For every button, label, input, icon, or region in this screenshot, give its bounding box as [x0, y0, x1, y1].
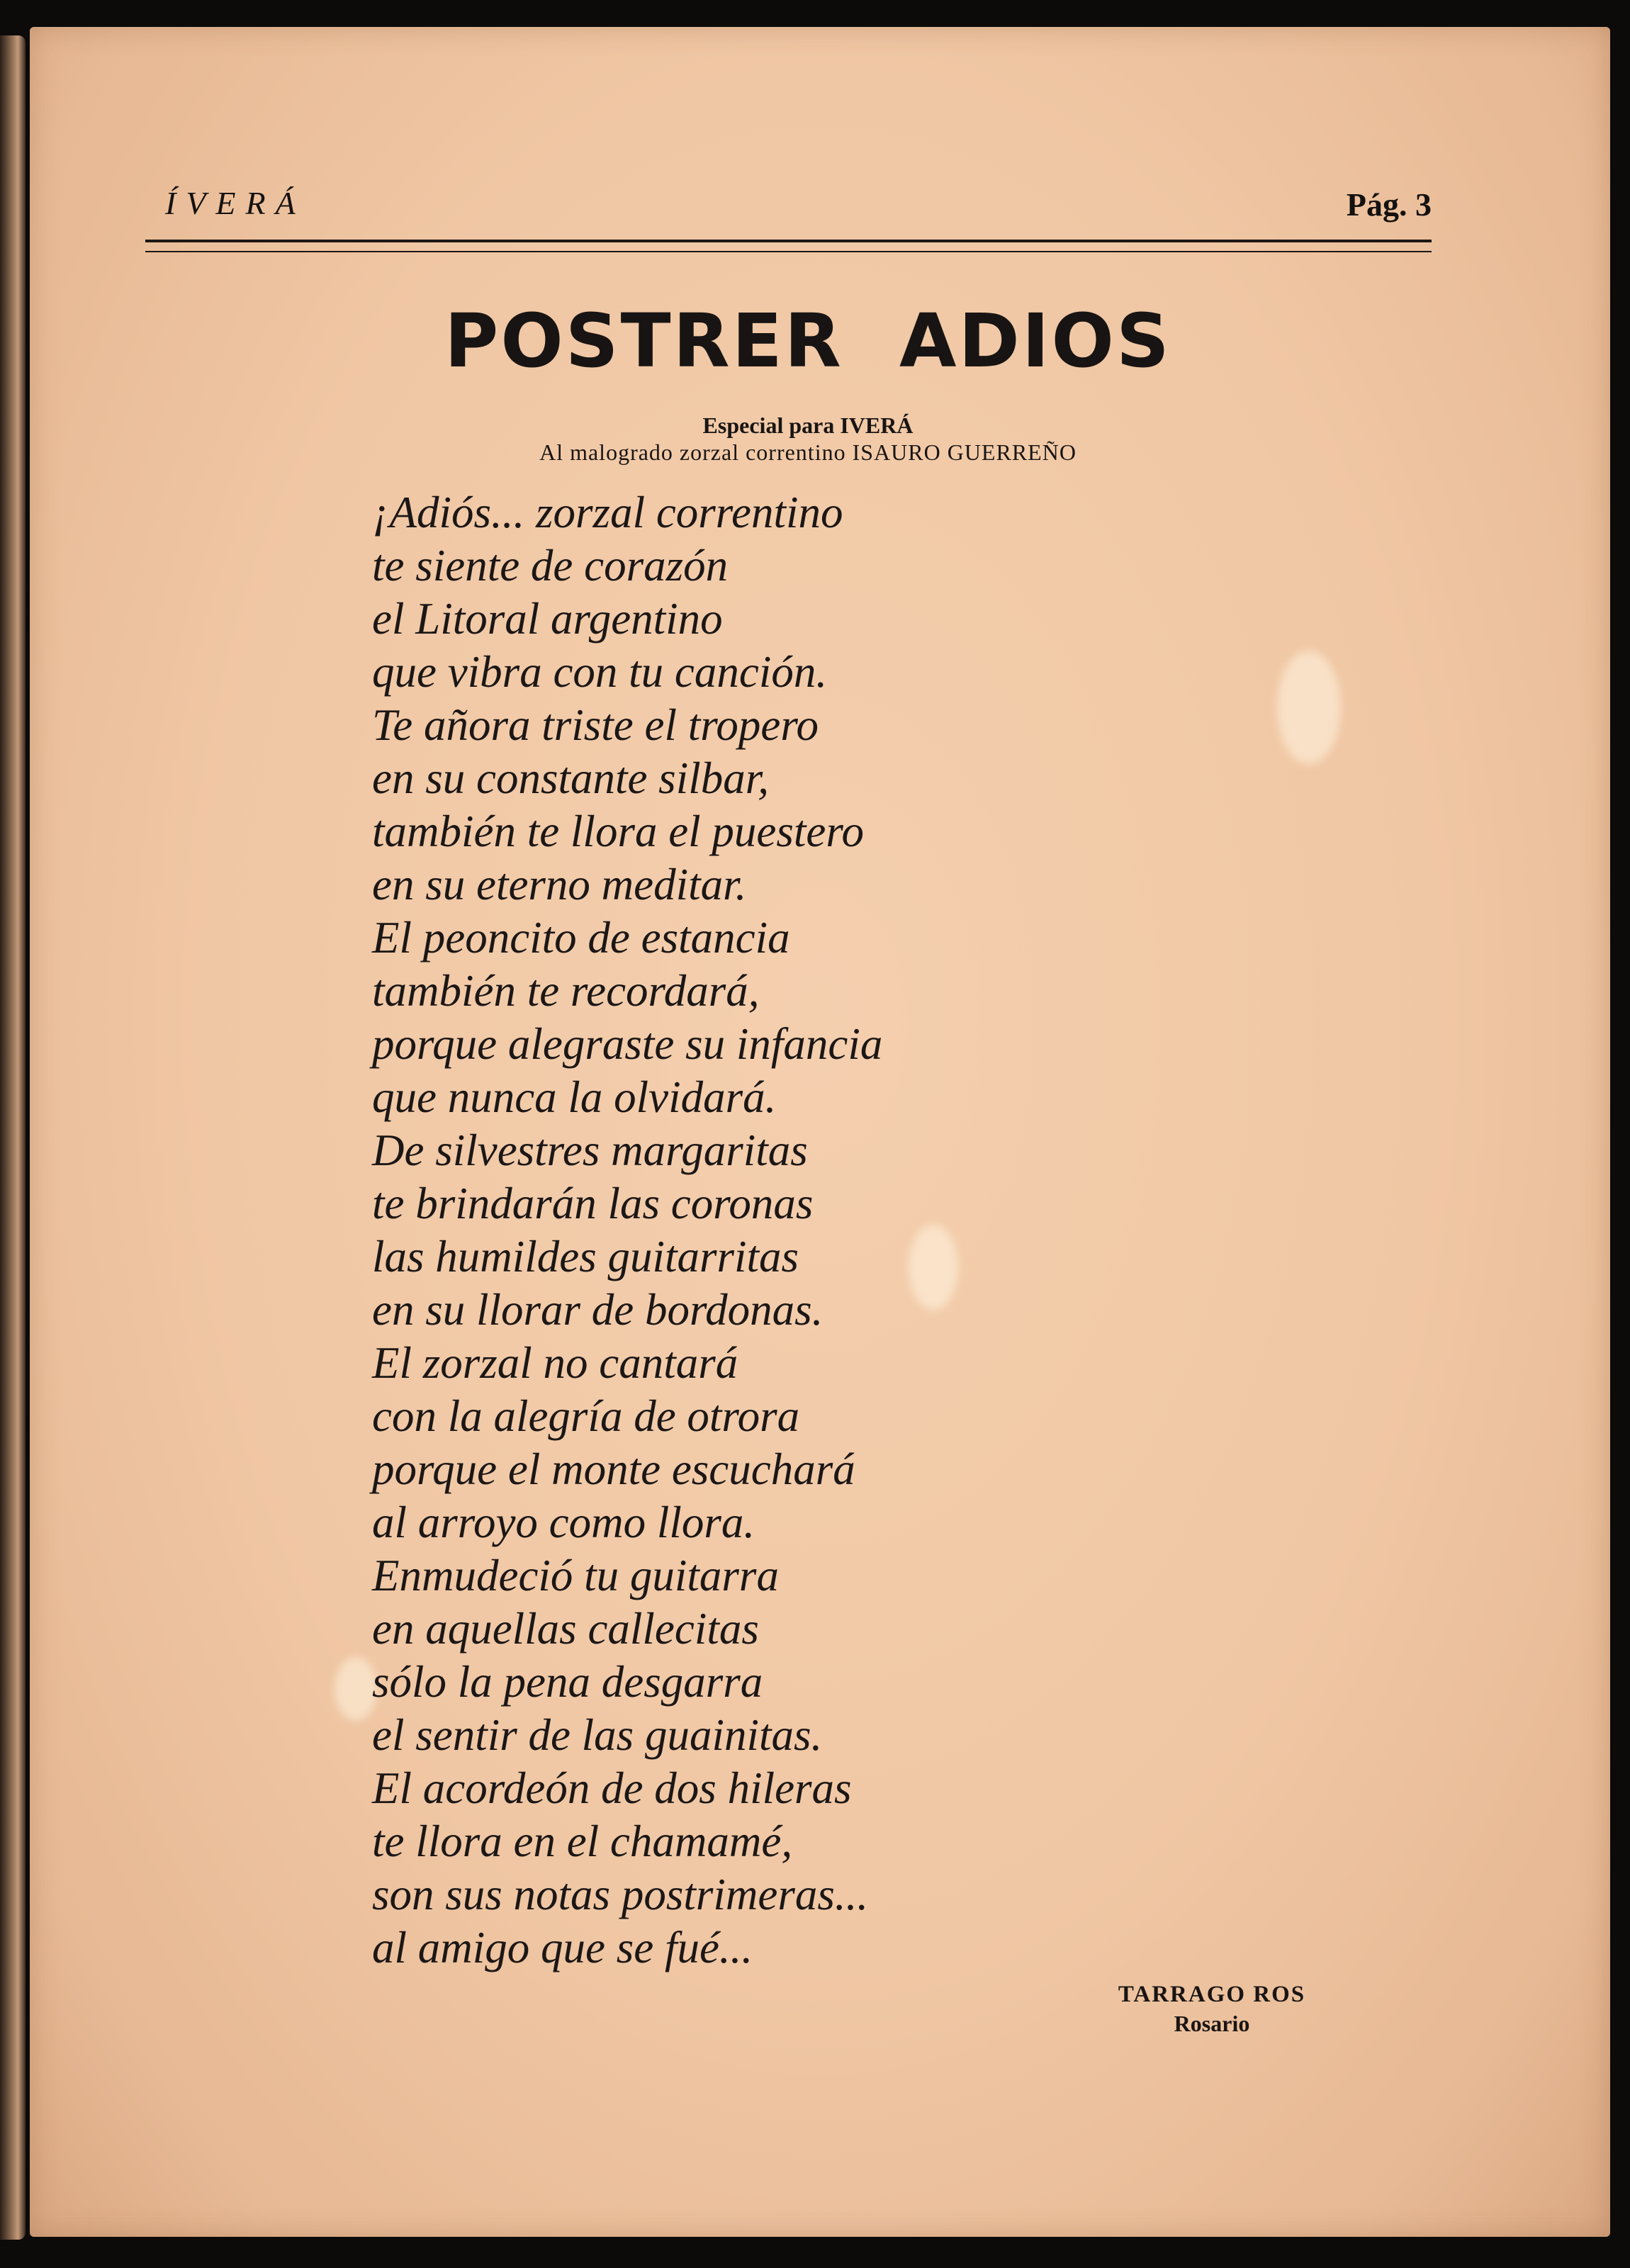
verse-line: en su constante silbar, [372, 753, 769, 803]
verse-line: te llora en el chamamé, [372, 1817, 793, 1866]
stanza [372, 486, 1293, 699]
verse-line: el Litoral argentino [372, 594, 723, 644]
verse-line: te siente de corazón [372, 541, 729, 590]
verse-line: en su eterno meditar. [372, 860, 747, 909]
verse-line: porque alegraste su infancia [372, 1019, 883, 1069]
verse-line: De silvestres margaritas [372, 1125, 808, 1175]
special-note: Especial para IVERÁ [702, 412, 914, 438]
verse-line: Te añora triste el tropero [372, 700, 819, 750]
verse-line: El zorzal no cantará [372, 1338, 738, 1388]
stanza [372, 1124, 1293, 1337]
verse-line: al amigo que se fué... [372, 1923, 753, 1972]
verse-line: que vibra con tu canción. [372, 647, 828, 697]
verse-line: porque el monte escuchará [372, 1444, 855, 1494]
verse-line: sólo la pena desgarra [372, 1657, 763, 1707]
verse-line: en su llorar de bordonas. [372, 1285, 824, 1335]
verse-line: las humildes guitarritas [372, 1232, 799, 1281]
verse-line: Enmudeció tu guitarra [372, 1551, 779, 1600]
verse-line: El acordeón de dos hileras [372, 1763, 852, 1813]
poem-body [372, 486, 1293, 1975]
verse-line: te brindarán las coronas [372, 1179, 814, 1228]
verse-line: al arroyo como llora. [372, 1498, 755, 1547]
verse-line: El peoncito de estancia [372, 913, 790, 962]
page-number: Pág. 3 [1346, 186, 1432, 223]
page-header [145, 164, 1432, 223]
verse-line: en aquellas callecitas [372, 1604, 759, 1654]
paper-stain [335, 1657, 377, 1721]
stanza [372, 1549, 1293, 1762]
masthead: ÍVERÁ [165, 185, 305, 221]
stanza [372, 911, 1293, 1124]
stanza [372, 1337, 1293, 1549]
verse-line: ¡Adiós... zorzal correntino [372, 488, 843, 537]
left-page-edge [0, 35, 26, 2240]
dedication-line: Al malogrado zorzal correntino ISAURO GUERREÑO [539, 439, 1077, 465]
poem-title: POSTRER ADIOS [444, 298, 1171, 384]
author-city: Rosario [1174, 2011, 1250, 2036]
verse-line: también te llora el puestero [372, 807, 865, 856]
stanza [372, 1762, 1293, 1975]
author-name: TARRAGO ROS [1118, 1982, 1306, 2007]
verse-line: que nunca la olvidará. [372, 1072, 777, 1122]
signature [1091, 1982, 1332, 2037]
verse-line: son sus notas postrimeras... [372, 1870, 869, 1919]
verse-line: con la alegría de otrora [372, 1391, 800, 1441]
stanza [372, 699, 1293, 911]
verse-line: también te recordará, [372, 966, 760, 1016]
header-rule [145, 240, 1432, 252]
verse-line: el sentir de las guainitas. [372, 1710, 823, 1760]
